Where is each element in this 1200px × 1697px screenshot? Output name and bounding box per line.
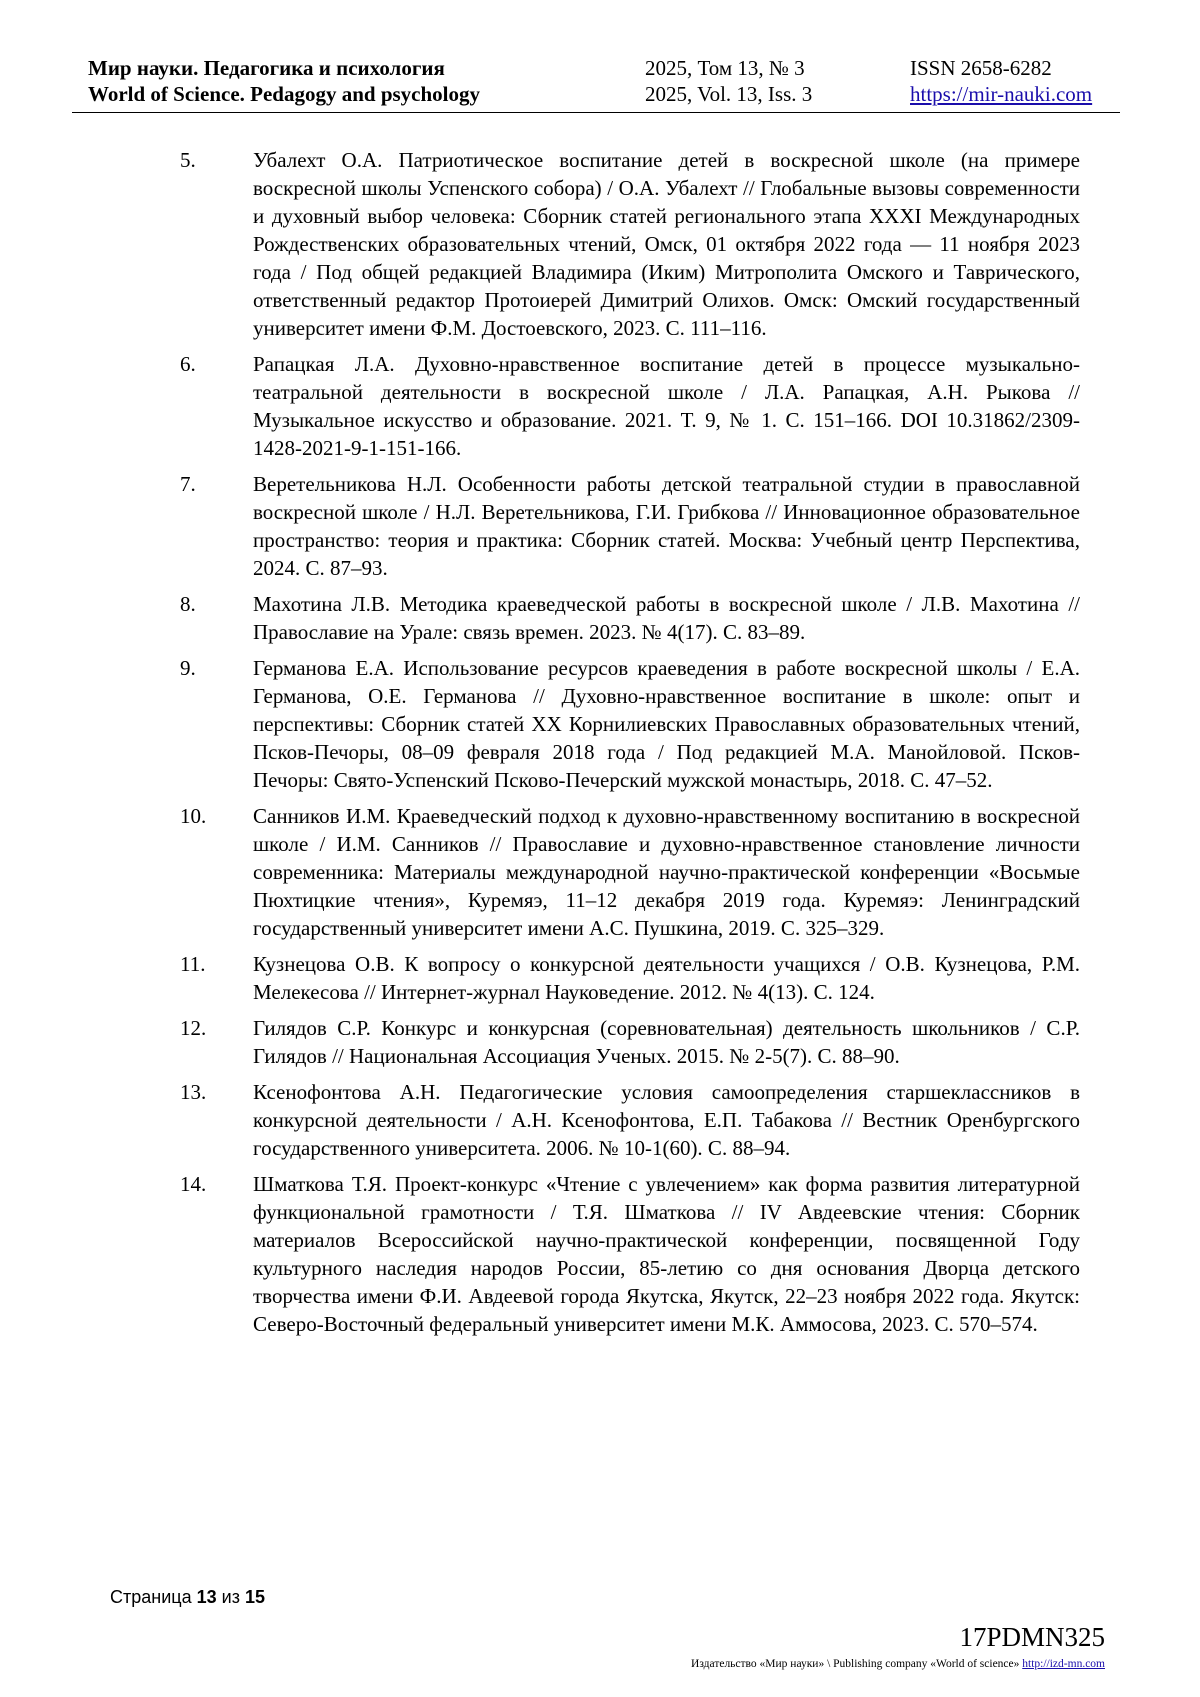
- header-row-ru: [72, 54, 1120, 82]
- page-total: 15: [244, 1587, 266, 1607]
- publisher-link[interactable]: http://izd-mn.com: [1022, 1658, 1105, 1670]
- reference-item: [72, 802, 1120, 942]
- journal-title-ru: Мир науки. Педагогика и психология: [88, 56, 445, 80]
- running-header: [72, 52, 1120, 113]
- reference-number: 5.: [180, 148, 196, 172]
- issue-info-en: 2025, Vol. 13, Iss. 3: [645, 82, 813, 106]
- article-code: 17PDMN325: [959, 1622, 1105, 1652]
- reference-item: [72, 590, 1120, 646]
- reference-text: Гилядов С.Р. Конкурс и конкурсная (соревновательная) деятельность школьников / С.Р. Гилядов // Национальная Ассоциация Ученых. 2015. № 2-5(7). С. 88–90.: [253, 1016, 1080, 1068]
- reference-text: Германова Е.А. Использование ресурсов краеведения в работе воскресной школы / Е.А. Германова, О.Е. Германова // Духовно-нравственное воспитание в школе: опыт и перспективы: Сборник статей XX Корнилиевских Православных образовательных чтений, Псков-Печоры, 08–09 февраля 2018 года / Под редакцией М.А. Манойловой. Псков-Печоры: Свято-Успенский Псково-Печерский мужской монастырь, 2018. С. 47–52.: [253, 656, 1080, 792]
- reference-text: Рапацкая Л.А. Духовно-нравственное воспитание детей в процессе музыкально-театральной деятельности в воскресной школе / Л.А. Рапацкая, А.Н. Рыкова // Музыкальное искусство и образование. 2021. Т. 9, № 1. С. 151–166. DOI 10.31862/2309-1428-2021-9-1-151-166.: [253, 352, 1080, 460]
- reference-text: Шматкова Т.Я. Проект-конкурс «Чтение с увлечением» как форма развития литературной функциональной грамотности / Т.Я. Шматкова // IV Авдеевские чтения: Сборник материалов Всероссийской научно-практической конференции, посвященной Году культурного наследия народов России, 85-летию со дня основания Дворца детского творчества имени Ф.И. Авдеевой города Якутска, Якутск, 22–23 ноября 2022 года. Якутск: Северо-Восточный федеральный университет имени М.К. Аммосова, 2023. С. 570–574.: [253, 1172, 1080, 1336]
- reference-text: Ксенофонтова А.Н. Педагогические условия самоопределения старшеклассников в конкурсной деятельности / А.Н. Ксенофонтова, Е.П. Табакова // Вестник Оренбургского государственного университета. 2006. № 10-1(60). С. 88–94.: [253, 1080, 1080, 1160]
- reference-number: 6.: [180, 352, 196, 376]
- page-indicator: [110, 1586, 265, 1608]
- journal-url-link[interactable]: https://mir-nauki.com: [910, 82, 1093, 106]
- reference-number: 10.: [180, 804, 207, 828]
- reference-item: [72, 654, 1120, 794]
- page-indicator-middle: из: [221, 1587, 240, 1607]
- reference-number: 13.: [180, 1080, 207, 1104]
- reference-item: [72, 146, 1120, 342]
- page-indicator-prefix: Страница: [110, 1587, 192, 1607]
- reference-item: [72, 1170, 1120, 1338]
- issue-info-ru: 2025, Том 13, № 3: [645, 56, 805, 80]
- issn: ISSN 2658-6282: [910, 56, 1052, 80]
- reference-item: [72, 1014, 1120, 1070]
- journal-title-en: World of Science. Pedagogy and psychology: [88, 82, 481, 106]
- reference-text: Махотина Л.В. Методика краеведческой работы в воскресной школе / Л.В. Махотина // Православие на Урале: связь времен. 2023. № 4(17). С. 83–89.: [253, 592, 1080, 644]
- reference-text: Убалехт О.А. Патриотическое воспитание детей в воскресной школе (на примере воскресной школы Успенского собора) / О.А. Убалехт // Глобальные вызовы современности и духовный выбор человека: Сборник статей регионального этапа XXXI Международных Рождественских образовательных чтений, Омск, 01 октября 2022 года — 11 ноября 2023 года / Под общей редакцией Владимира (Иким) Митрополита Омского и Таврического, ответственный редактор Протоиерей Димитрий Олихов. Омск: Омский государственный университет имени Ф.М. Достоевского, 2023. С. 111–116.: [253, 148, 1080, 340]
- publisher-text: Издательство «Мир науки» \ Publishing company «World of science»: [691, 1658, 1020, 1670]
- reference-item: [72, 950, 1120, 1006]
- reference-number: 12.: [180, 1016, 207, 1040]
- reference-item: [72, 470, 1120, 582]
- reference-text: Санников И.М. Краеведческий подход к духовно-нравственному воспитанию в воскресной школе / И.М. Санников // Православие и духовно-нравственное становление личности современника: Материалы международной научно-практической конференции «Восьмые Пюхтицкие чтения», Куремяэ, 11–12 декабря 2019 года. Куремяэ: Ленинградский государственный университет имени А.С. Пушкина, 2019. С. 325–329.: [253, 804, 1080, 940]
- reference-item: [72, 1078, 1120, 1162]
- reference-text: Кузнецова О.В. К вопросу о конкурсной деятельности учащихся / О.В. Кузнецова, Р.М. Мелекесова // Интернет-журнал Науковедение. 2012. № 4(13). С. 124.: [253, 952, 1080, 1004]
- reference-number: 11.: [180, 952, 206, 976]
- reference-text: Веретельникова Н.Л. Особенности работы детской театральной студии в православной воскресной школе / Н.Л. Веретельникова, Г.И. Грибкова // Инновационное образовательное пространство: теория и практика: Сборник статей. Москва: Учебный центр Перспектива, 2024. С. 87–93.: [253, 472, 1080, 580]
- publisher-line: [691, 1657, 1105, 1671]
- reference-number: 14.: [180, 1172, 207, 1196]
- page-current: 13: [196, 1587, 217, 1607]
- reference-number: 7.: [180, 472, 196, 496]
- reference-item: [72, 350, 1120, 462]
- reference-list: [72, 146, 1120, 1346]
- reference-number: 9.: [180, 656, 196, 680]
- reference-number: 8.: [180, 592, 196, 616]
- header-row-en: [72, 80, 1120, 108]
